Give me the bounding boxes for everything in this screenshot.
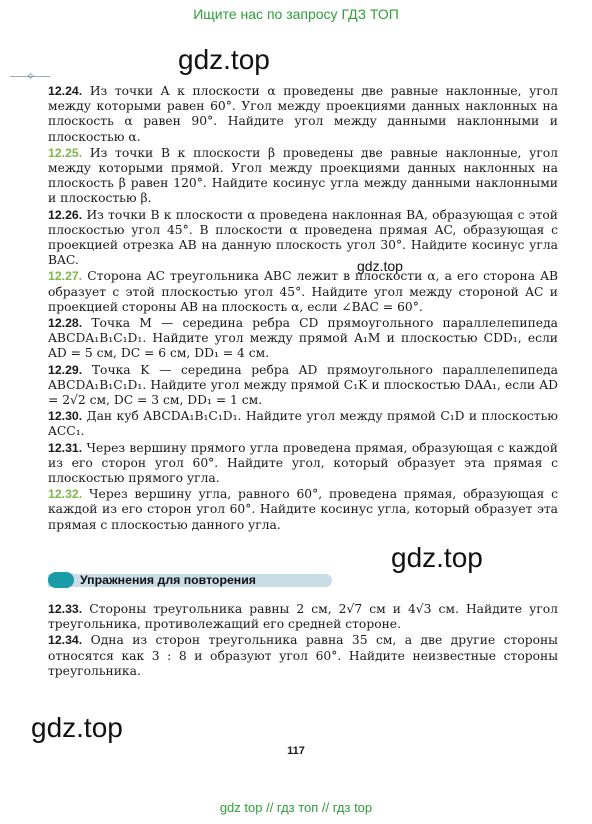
problem-12-31 [48, 441, 558, 487]
problem-12-25 [48, 146, 558, 207]
problem-text: Точка K — середина ребра AD прямоугольного параллелепипеда ABCDA₁B₁C₁D₁. Найдите угол между прямой C₁K и плоскостью DAA₁, если AD = 2√2 см, DC = 3 см, DD₁ = 1 см. [48, 362, 559, 408]
section-title: Упражнения для повторения [80, 573, 256, 587]
problem-12-29 [48, 363, 558, 409]
problem-number: 12.31. [48, 440, 83, 455]
problem-text: Одна из сторон треугольника равна 35 см, а две другие стороны относятся как 3 : 8 и образуют угол 60°. Найдите неизвестные стороны треугольника. [48, 633, 558, 678]
watermark: gdz.top [357, 258, 403, 274]
problem-number: 12.28. [48, 316, 83, 331]
problem-12-27 [48, 269, 558, 315]
problem-number: 12.32. [48, 487, 83, 502]
page-number: 117 [287, 745, 305, 757]
problem-12-33 [48, 602, 558, 632]
star-icon: ✧ [26, 70, 36, 83]
problem-text: Через вершину прямого угла проведена прямая, образующая с каждой из его сторон угол 60°. Найдите угол, который образует эта прямая с плоскостью прямого угла. [48, 440, 558, 486]
problem-12-30 [48, 409, 558, 439]
problem-text: Сторона AC треугольника ABC лежит в плоскости α, а его сторона AB образует с этой плоскостью угол 45°. Найдите угол между стороной AC и проекцией стороны AB на плоскость α, если ∠BAC = 60°. [48, 269, 558, 314]
problem-number: 12.34. [48, 633, 83, 648]
problem-number: 12.24. [48, 84, 83, 98]
problem-number: 12.33. [48, 602, 83, 616]
problem-number: 12.30. [48, 409, 83, 424]
problem-list [48, 84, 558, 534]
problem-text: Стороны треугольника равны 2 см, 2√7 см и 4√3 см. Найдите угол треугольника, противолежащий его средней стороне. [48, 602, 558, 632]
problem-text: Через вершину угла, равного 60°, проведена прямая, образующая с каждой из его сторон угол 60°. Найдите косинус угла, который образует эта прямая с плоскостью данного угла. [48, 487, 558, 532]
problem-text: Из точки B к плоскости β проведены две равные наклонные, угол между которыми прямой. Угол между проекциями данных наклонных на плоскость β равен 120°. Найдите косинус угла между данными наклонными и плоскостью β. [48, 145, 558, 206]
problem-number: 12.25. [48, 145, 83, 160]
problem-text: Из точки B к плоскости α проведена наклонная BA, образующая с этой плоскостью угол 45°. В плоскости α проведена прямая AC, образующая с проекцией отрезка AB на данную плоскость угол 30°. Найдите косинус угла BAC. [48, 207, 558, 268]
problem-12-28 [48, 316, 558, 362]
watermark: gdz.top [391, 542, 483, 573]
problem-12-26 [48, 208, 558, 269]
watermark: gdz.top [178, 44, 270, 75]
problem-12-34 [48, 633, 558, 679]
review-problem-list [48, 602, 558, 680]
problem-12-32 [48, 487, 558, 533]
section-header [48, 571, 338, 591]
problem-number: 12.29. [48, 362, 83, 377]
problem-text: Дан куб ABCDA₁B₁C₁D₁. Найдите угол между прямой C₁D и плоскостью ACC₁. [48, 409, 558, 439]
problem-number: 12.27. [48, 269, 83, 284]
problem-12-24 [48, 84, 558, 145]
watermark: gdz.top [31, 712, 123, 743]
footer-links[interactable]: gdz top // гдз топ // гдз top [219, 800, 373, 815]
problem-text: Из точки A к плоскости α проведены две равные наклонные, угол между которыми равен 60°. Угол между проекциями данных наклонных на плоскость α равен 90°. Найдите угол между данными наклонными и плоскостью α. [48, 84, 558, 144]
top-banner[interactable]: Ищите нас по запросу ГДЗ ТОП [193, 6, 399, 22]
problem-text: Точка M — середина ребра CD прямоугольного параллелепипеда ABCDA₁B₁C₁D₁. Найдите угол между прямой A₁M и плоскостью CDD₁, если AD = 5 см, DC = 6 см, DD₁ = 4 см. [48, 316, 558, 361]
problem-number: 12.26. [48, 207, 83, 222]
section-pill-icon [48, 572, 74, 588]
